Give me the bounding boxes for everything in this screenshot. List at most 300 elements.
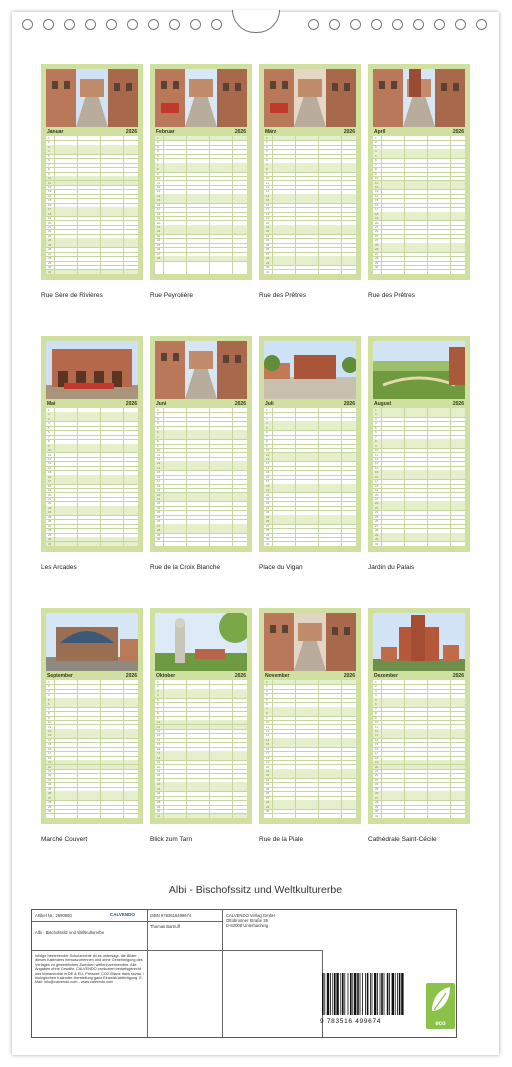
day-number: 25 (375, 786, 379, 791)
day-number: 10 (375, 448, 379, 453)
day-number: 15 (375, 470, 379, 475)
month-year: 2026 (452, 673, 464, 679)
day-number: 6 (375, 430, 377, 435)
day-number: 16 (157, 474, 161, 479)
day-number: 11 (48, 452, 52, 457)
day-number: 5 (48, 153, 50, 158)
day-number: 23 (157, 505, 161, 510)
month-header (46, 672, 138, 680)
day-number: 15 (266, 742, 270, 747)
day-number: 18 (375, 211, 379, 216)
month-header (373, 400, 465, 408)
day-number: 19 (375, 488, 379, 493)
day-number: 7 (157, 162, 159, 167)
month-card-juli (259, 336, 361, 552)
binding-ring (211, 19, 222, 30)
day-number: 1 (375, 136, 377, 140)
day-number: 16 (375, 746, 379, 751)
day-number: 7 (266, 162, 268, 167)
day-number: 27 (375, 251, 379, 256)
day-number: 16 (48, 746, 52, 751)
day-row (373, 814, 465, 819)
day-row (155, 256, 247, 261)
day-number: 13 (157, 733, 161, 738)
day-number: 5 (266, 697, 268, 702)
day-number: 30 (375, 809, 379, 814)
day-number: 19 (266, 488, 270, 493)
day-number: 7 (157, 706, 159, 711)
day-number: 17 (266, 479, 270, 484)
day-number: 2 (375, 684, 377, 689)
day-number: 20 (157, 492, 161, 497)
calendar-page (12, 12, 499, 1055)
day-number: 26 (266, 791, 270, 796)
day-number: 22 (48, 501, 52, 506)
photo-caption: Blick zum Tarn (150, 836, 193, 843)
day-number: 20 (157, 220, 161, 225)
day-number: 21 (375, 497, 379, 501)
month-photo (155, 613, 247, 671)
month-photo (155, 69, 247, 127)
day-number: 14 (48, 465, 52, 470)
calvendo-logo: CALVENDO (110, 912, 135, 917)
day-number: 30 (375, 265, 379, 270)
day-number: 8 (375, 439, 377, 444)
day-number: 13 (48, 461, 52, 466)
day-number: 17 (266, 751, 270, 756)
day-number: 27 (48, 795, 52, 800)
day-number: 7 (48, 162, 50, 167)
day-number: 19 (266, 216, 270, 221)
day-number: 19 (375, 216, 379, 221)
day-number: 9 (157, 171, 159, 176)
month-card-oktober (150, 608, 252, 824)
day-number: 20 (266, 492, 270, 497)
day-number: 24 (266, 782, 270, 787)
day-number: 18 (266, 483, 270, 488)
day-number: 24 (48, 510, 52, 515)
day-number: 6 (266, 430, 268, 435)
month-name: März (265, 129, 277, 135)
month-year: 2026 (125, 129, 137, 135)
day-number: 6 (157, 430, 159, 435)
day-number: 6 (157, 158, 159, 163)
day-number: 13 (157, 461, 161, 466)
binding-ring (329, 19, 340, 30)
day-number: 21 (48, 225, 52, 229)
day-number: 29 (375, 260, 379, 265)
month-year: 2026 (234, 129, 246, 135)
day-number: 27 (266, 523, 270, 528)
day-number: 17 (157, 479, 161, 484)
day-number: 23 (266, 777, 270, 782)
day-number: 17 (48, 207, 52, 212)
day-number: 30 (266, 537, 270, 542)
day-number: 29 (375, 532, 379, 537)
day-number: 5 (157, 697, 159, 702)
article-number: Artikel Nr.: 2590650 (35, 913, 72, 918)
day-number: 16 (48, 202, 52, 207)
month-photo (155, 341, 247, 399)
day-number: 15 (157, 470, 161, 475)
day-number: 11 (375, 452, 379, 457)
day-number: 11 (266, 724, 270, 729)
day-number: 23 (266, 505, 270, 510)
day-number: 1 (157, 136, 159, 140)
day-number: 21 (266, 225, 270, 229)
day-number: 17 (375, 207, 379, 212)
day-number: 27 (375, 523, 379, 528)
day-number: 18 (157, 211, 161, 216)
day-number: 14 (266, 737, 270, 742)
day-number: 12 (157, 184, 161, 189)
day-number: 22 (266, 773, 270, 778)
day-number: 22 (48, 229, 52, 234)
day-number: 24 (48, 782, 52, 787)
day-number: 25 (266, 242, 270, 247)
day-number: 2 (375, 140, 377, 145)
day-number: 8 (266, 711, 268, 716)
day-number: 18 (48, 483, 52, 488)
day-number: 22 (375, 501, 379, 506)
day-grid (264, 408, 356, 546)
day-number: 10 (48, 176, 52, 181)
month-photo (373, 341, 465, 399)
day-number: 8 (157, 439, 159, 444)
day-number: 8 (266, 439, 268, 444)
day-number: 6 (375, 702, 377, 707)
day-number: 21 (157, 769, 161, 773)
month-header (155, 400, 247, 408)
day-number: 17 (375, 751, 379, 756)
day-number: 6 (157, 702, 159, 707)
photo-caption: Jardin du Palais (368, 564, 415, 571)
day-number: 5 (157, 425, 159, 430)
day-number: 28 (48, 256, 52, 261)
day-number: 13 (48, 189, 52, 194)
day-number: 29 (48, 804, 52, 809)
day-number: 23 (48, 505, 52, 510)
day-number: 19 (48, 488, 52, 493)
month-header (46, 128, 138, 136)
day-number: 27 (266, 251, 270, 256)
month-card-januar (41, 64, 143, 280)
day-number: 16 (157, 746, 161, 751)
day-number: 26 (266, 519, 270, 524)
day-number: 13 (375, 733, 379, 738)
day-number: 16 (375, 202, 379, 207)
day-number: 29 (266, 804, 270, 809)
day-number: 16 (266, 474, 270, 479)
day-number: 30 (375, 537, 379, 542)
photo-caption: Rue de la Croix Blanche (150, 564, 221, 571)
day-number: 1 (157, 408, 159, 412)
day-number: 6 (266, 702, 268, 707)
month-name: Mai (47, 401, 56, 407)
day-number: 25 (157, 514, 161, 519)
day-number: 3 (266, 144, 268, 149)
day-number: 3 (375, 416, 377, 421)
day-number: 22 (266, 501, 270, 506)
day-number: 22 (157, 229, 161, 234)
binding-ring (308, 19, 319, 30)
day-number: 17 (375, 479, 379, 484)
month-year: 2026 (234, 673, 246, 679)
day-number: 28 (157, 800, 161, 805)
day-number: 18 (48, 755, 52, 760)
month-card-märz (259, 64, 361, 280)
day-number: 2 (48, 140, 50, 145)
day-number: 7 (266, 434, 268, 439)
day-row (373, 542, 465, 547)
month-name: Januar (47, 129, 64, 135)
day-number: 14 (157, 193, 161, 198)
day-number: 8 (48, 711, 50, 716)
day-number: 5 (375, 697, 377, 702)
day-number: 30 (266, 265, 270, 270)
day-number: 14 (375, 193, 379, 198)
day-number: 9 (48, 171, 50, 176)
day-number: 24 (157, 782, 161, 787)
day-number: 11 (375, 180, 379, 185)
day-number: 29 (266, 260, 270, 265)
day-number: 21 (266, 769, 270, 773)
day-number: 14 (266, 465, 270, 470)
day-number: 9 (266, 443, 268, 448)
day-grid (373, 136, 465, 274)
day-number: 14 (375, 465, 379, 470)
imprint-subtitle: Albi - Bischofssitz und Weltkulturerbe (35, 930, 105, 935)
month-name: April (374, 129, 386, 135)
day-number: 16 (48, 474, 52, 479)
month-card-dezember (368, 608, 470, 824)
day-number: 16 (375, 474, 379, 479)
day-number: 30 (157, 809, 161, 814)
day-number: 22 (157, 773, 161, 778)
day-row (264, 809, 356, 814)
day-number: 9 (48, 715, 50, 720)
day-grid (373, 680, 465, 818)
day-number: 15 (266, 470, 270, 475)
day-row (46, 809, 138, 814)
day-number: 3 (266, 416, 268, 421)
day-number: 17 (48, 479, 52, 484)
day-number: 7 (375, 706, 377, 711)
day-number: 12 (375, 184, 379, 189)
day-number: 18 (157, 483, 161, 488)
day-number: 30 (266, 809, 270, 814)
day-number: 25 (266, 514, 270, 519)
day-row (264, 270, 356, 275)
day-number: 21 (157, 497, 161, 501)
month-name: Juli (265, 401, 274, 407)
day-number: 8 (266, 167, 268, 172)
day-number: 29 (48, 260, 52, 265)
month-photo (46, 341, 138, 399)
day-number: 5 (375, 153, 377, 158)
day-number: 5 (266, 153, 268, 158)
day-number: 23 (157, 777, 161, 782)
day-number: 23 (266, 233, 270, 238)
photo-caption: Cathédrale Saint-Cécile (368, 836, 437, 843)
day-number: 11 (375, 724, 379, 729)
publisher-street: Ottobrunner Straße 39 (226, 918, 268, 923)
day-number: 24 (266, 510, 270, 515)
day-number: 4 (157, 149, 159, 154)
day-number: 5 (375, 425, 377, 430)
month-year: 2026 (234, 401, 246, 407)
day-number: 2 (266, 684, 268, 689)
day-number: 3 (157, 416, 159, 421)
day-number: 21 (266, 497, 270, 501)
day-number: 3 (375, 688, 377, 693)
month-photo (264, 69, 356, 127)
day-number: 6 (375, 158, 377, 163)
day-number: 12 (157, 728, 161, 733)
day-number: 25 (48, 514, 52, 519)
day-number: 9 (375, 715, 377, 720)
month-header (155, 672, 247, 680)
day-number: 10 (157, 176, 161, 181)
day-number: 25 (157, 786, 161, 791)
day-number: 22 (48, 773, 52, 778)
day-number: 7 (266, 706, 268, 711)
day-number: 15 (266, 198, 270, 203)
day-number: 26 (157, 247, 161, 252)
day-number: 10 (375, 176, 379, 181)
day-grid (46, 680, 138, 818)
day-number: 24 (375, 238, 379, 243)
day-number: 15 (48, 198, 52, 203)
day-number: 13 (266, 189, 270, 194)
day-number: 21 (48, 497, 52, 501)
binding-ring (455, 19, 466, 30)
day-number: 4 (48, 149, 50, 154)
day-number: 20 (157, 764, 161, 769)
day-number: 31 (48, 269, 52, 274)
day-number: 14 (266, 193, 270, 198)
day-row (373, 265, 465, 270)
day-number: 19 (375, 760, 379, 765)
day-number: 11 (266, 452, 270, 457)
day-number: 12 (48, 184, 52, 189)
day-number: 26 (48, 791, 52, 796)
day-number: 16 (266, 746, 270, 751)
day-number: 27 (375, 795, 379, 800)
day-number: 20 (48, 492, 52, 497)
day-number: 15 (375, 198, 379, 203)
binding-ring (22, 19, 33, 30)
day-row (46, 270, 138, 275)
day-number: 4 (266, 693, 268, 698)
day-number: 26 (375, 247, 379, 252)
author: Thomas Bartruff (150, 924, 180, 929)
binding-ring (476, 19, 487, 30)
month-year: 2026 (452, 401, 464, 407)
barcode-digits: 9 783516 499674 (320, 1018, 382, 1025)
month-card-august (368, 336, 470, 552)
day-number: 18 (157, 755, 161, 760)
day-number: 19 (157, 488, 161, 493)
publisher-name: CALVENDO Verlag GmbH (226, 913, 276, 918)
day-number: 12 (266, 184, 270, 189)
day-grid (155, 136, 247, 274)
month-header (373, 672, 465, 680)
binding-ring (371, 19, 382, 30)
day-grid (155, 408, 247, 546)
day-number: 27 (48, 251, 52, 256)
day-number: 10 (157, 720, 161, 725)
day-number: 13 (375, 189, 379, 194)
day-number: 3 (266, 688, 268, 693)
month-name: Juni (156, 401, 167, 407)
day-number: 10 (375, 720, 379, 725)
day-number: 23 (48, 777, 52, 782)
day-number: 25 (375, 514, 379, 519)
day-number: 9 (157, 715, 159, 720)
photo-caption: Rue Peyrolière (150, 292, 193, 299)
binding-ring (350, 19, 361, 30)
day-number: 23 (48, 233, 52, 238)
day-number: 27 (157, 523, 161, 528)
day-number: 5 (48, 697, 50, 702)
day-number: 10 (48, 448, 52, 453)
day-number: 20 (266, 220, 270, 225)
day-number: 28 (157, 256, 161, 261)
month-header (264, 128, 356, 136)
day-number: 29 (48, 532, 52, 537)
day-number: 22 (266, 229, 270, 234)
month-year: 2026 (125, 673, 137, 679)
day-number: 16 (157, 202, 161, 207)
day-number: 3 (48, 688, 50, 693)
day-number: 23 (157, 233, 161, 238)
day-number: 4 (266, 149, 268, 154)
day-number: 21 (157, 225, 161, 229)
day-number: 1 (375, 408, 377, 412)
day-grid (264, 680, 356, 818)
legal-disclaimer: Infolge bestehender Schutzrechte ist es untersagt, die Bilder dieses Kalenders herauszutrennen und ohne Genehmigung des Verlages zu gewerblichen Zwecken weiterzuverwenden. Alle Angaben ohne Gewähr. CALVENDO produziert bedarfsgerecht und klimaneutral in DE & EU. Preisnet: CO2-Bilanz dank sozial- / biologischen Kalender-Herstellung ganz Einzelstückfertigung. E-Mail: info@calvendo.com - www.calvendo.com (35, 954, 145, 985)
day-number: 31 (375, 813, 379, 818)
day-number: 1 (266, 680, 268, 684)
month-card-november (259, 608, 361, 824)
month-year: 2026 (343, 401, 355, 407)
day-number: 13 (157, 189, 161, 194)
day-number: 12 (375, 728, 379, 733)
day-number: 4 (375, 421, 377, 426)
photo-caption: Les Arcades (41, 564, 77, 571)
day-number: 9 (375, 443, 377, 448)
day-number: 27 (157, 251, 161, 256)
day-number: 15 (157, 742, 161, 747)
photo-caption: Rue des Prêtres (368, 292, 415, 299)
day-grid (373, 408, 465, 546)
day-number: 8 (48, 167, 50, 172)
day-number: 4 (157, 693, 159, 698)
day-number: 21 (375, 225, 379, 229)
day-number: 7 (375, 434, 377, 439)
month-name: Dezember (374, 673, 398, 679)
binding-ring (190, 19, 201, 30)
month-photo (46, 69, 138, 127)
day-number: 6 (266, 158, 268, 163)
day-number: 14 (157, 737, 161, 742)
day-row (155, 814, 247, 819)
day-number: 25 (375, 242, 379, 247)
day-number: 9 (266, 171, 268, 176)
month-photo (264, 613, 356, 671)
day-number: 29 (157, 804, 161, 809)
